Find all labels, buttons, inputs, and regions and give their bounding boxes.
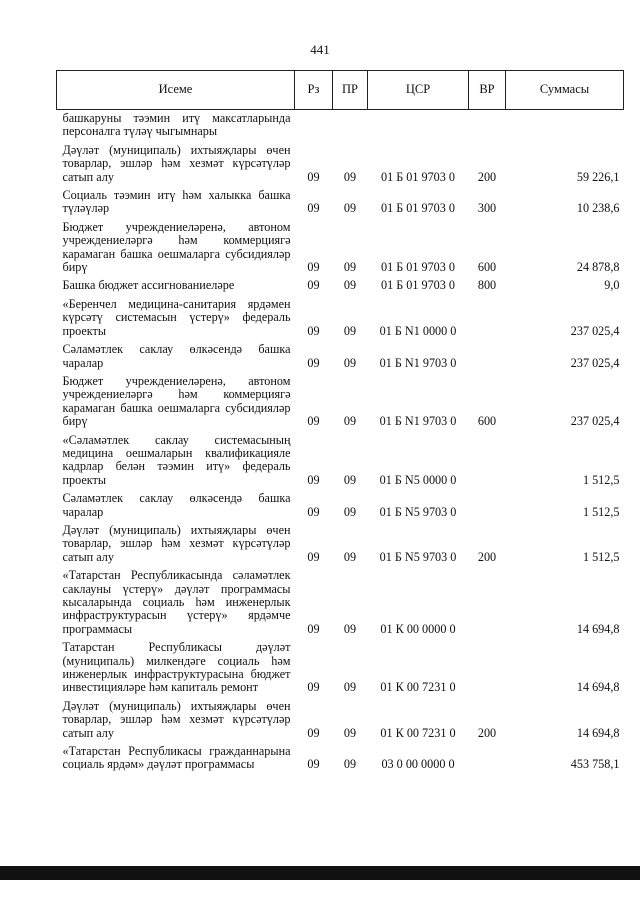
cell-pr bbox=[333, 110, 368, 142]
cell-name: «Татарстан Республикасы гражданнарына социаль ярдәм» дәүләт программасы bbox=[62, 744, 291, 772]
cell-pr: 09 bbox=[343, 504, 357, 519]
cell-csr: 01 Б N1 9703 0 bbox=[379, 414, 457, 429]
cell-sum: 24 878,8 bbox=[576, 260, 620, 275]
cell-pr: 09 bbox=[343, 260, 357, 275]
cell-rz: 09 bbox=[307, 725, 320, 740]
cell-pr: 09 bbox=[343, 323, 357, 338]
table-body bbox=[57, 110, 624, 775]
table-row bbox=[57, 277, 624, 295]
header-sum: Суммасы bbox=[506, 71, 624, 110]
table-row bbox=[57, 296, 624, 341]
cell-name: Сәламәтлек саклау өлкәсендә башка чаралар bbox=[62, 342, 291, 370]
cell-sum: 237 025,4 bbox=[570, 414, 620, 429]
cell-pr: 09 bbox=[343, 472, 357, 487]
cell-name: Дәүләт (муниципаль) ихтыяҗлары өчен товарлар, эшләр һәм хезмәт күрсәтүләр сатып алу bbox=[62, 142, 291, 184]
cell-csr: 01 Б 01 9703 0 bbox=[380, 201, 456, 216]
cell-rz: 09 bbox=[307, 355, 320, 370]
cell-rz: 09 bbox=[307, 260, 320, 275]
cell-pr: 09 bbox=[343, 621, 357, 636]
cell-csr: 03 0 00 0000 0 bbox=[381, 757, 455, 772]
table-row bbox=[57, 432, 624, 491]
cell-vr bbox=[469, 296, 506, 341]
header-rz: Рз bbox=[295, 71, 333, 110]
cell-vr: 200 bbox=[477, 169, 497, 184]
cell-rz: 09 bbox=[307, 504, 320, 519]
header-pr: ПР bbox=[333, 71, 368, 110]
cell-pr: 09 bbox=[343, 725, 357, 740]
header-name: Исеме bbox=[57, 71, 295, 110]
cell-name: Дәүләт (муниципаль) ихтыяҗлары өчен товарлар, эшләр һәм хезмәт күрсәтүләр сатып алу bbox=[62, 698, 291, 740]
cell-pr: 09 bbox=[343, 680, 357, 695]
cell-sum: 59 226,1 bbox=[576, 169, 620, 184]
cell-rz: 09 bbox=[307, 414, 320, 429]
cell-name: Башка бюджет ассигнованиеләре bbox=[62, 278, 235, 293]
cell-csr: 01 Б N5 9703 0 bbox=[379, 504, 457, 519]
table-row bbox=[57, 110, 624, 142]
budget-table bbox=[56, 70, 624, 775]
cell-csr: 01 Б 01 9703 0 bbox=[380, 278, 456, 293]
cell-csr: 01 Б N5 9703 0 bbox=[379, 549, 457, 564]
page-number: 441 bbox=[310, 42, 330, 57]
cell-vr: 600 bbox=[477, 414, 497, 429]
cell-name: «Беренчел медицина-санитария ярдәмен күрсәтү системасын үстерү» федераль проекты bbox=[62, 296, 291, 338]
cell-vr: 200 bbox=[477, 725, 497, 740]
scan-border bbox=[0, 866, 640, 880]
cell-sum bbox=[506, 110, 624, 142]
table-row bbox=[57, 187, 624, 219]
cell-vr: 600 bbox=[477, 260, 497, 275]
cell-vr: 200 bbox=[477, 549, 497, 564]
cell-name: «Сәламәтлек саклау системасының медицина оешмаларын квалификацияле кадрлар белән тәэмин итү» федераль проекты bbox=[62, 432, 291, 487]
cell-sum: 14 694,8 bbox=[576, 680, 620, 695]
table-row bbox=[57, 373, 624, 432]
cell-rz: 09 bbox=[307, 169, 320, 184]
cell-csr: 01 Б N5 0000 0 bbox=[379, 472, 457, 487]
table-row bbox=[57, 522, 624, 567]
cell-pr: 09 bbox=[343, 414, 357, 429]
cell-pr: 09 bbox=[343, 355, 357, 370]
cell-rz: 09 bbox=[307, 757, 320, 772]
cell-rz: 09 bbox=[307, 621, 320, 636]
cell-sum: 10 238,6 bbox=[576, 201, 620, 216]
cell-rz: 09 bbox=[307, 278, 320, 293]
cell-sum: 9,0 bbox=[604, 278, 620, 293]
cell-rz bbox=[295, 110, 333, 142]
cell-name: Социаль тәэмин итү һәм халыкка башка түләүләр bbox=[62, 188, 291, 216]
cell-csr: 01 К 00 7231 0 bbox=[380, 680, 456, 695]
cell-name: башкаруны тәэмин итү максатларында персоналга түләү чыгымнары bbox=[62, 111, 291, 139]
cell-pr: 09 bbox=[343, 549, 357, 564]
cell-rz: 09 bbox=[307, 323, 320, 338]
table-row bbox=[57, 341, 624, 373]
cell-rz: 09 bbox=[307, 201, 320, 216]
cell-sum: 1 512,5 bbox=[582, 472, 620, 487]
cell-name: Дәүләт (муниципаль) ихтыяҗлары өчен товарлар, эшләр һәм хезмәт күрсәтүләр сатып алу bbox=[62, 522, 291, 564]
cell-vr bbox=[469, 490, 506, 522]
table-row bbox=[57, 639, 624, 698]
cell-sum: 14 694,8 bbox=[576, 725, 620, 740]
cell-name: Сәламәтлек саклау өлкәсендә башка чаралар bbox=[62, 491, 291, 519]
cell-name: Татарстан Республикасы дәүләт (муниципаль) милкендәге социаль һәм инженерлык инфраструктурасына бюджет инвестицияләре һәм капиталь ремонт bbox=[62, 640, 291, 695]
cell-sum: 237 025,4 bbox=[570, 355, 620, 370]
cell-pr: 09 bbox=[343, 278, 357, 293]
table-row bbox=[57, 567, 624, 639]
table-header-row bbox=[57, 71, 624, 110]
cell-rz: 09 bbox=[307, 549, 320, 564]
cell-csr: 01 Б 01 9703 0 bbox=[380, 260, 456, 275]
cell-rz: 09 bbox=[307, 472, 320, 487]
cell-vr bbox=[469, 432, 506, 491]
cell-vr bbox=[469, 341, 506, 373]
cell-pr: 09 bbox=[343, 169, 357, 184]
table-row bbox=[57, 219, 624, 278]
table-row bbox=[57, 490, 624, 522]
cell-name: Бюджет учреждениеләренә, автоном учреждениеләргә һәм коммерциягә карамаган башка оешмаларга субсидияләр бирү bbox=[62, 219, 291, 275]
table-row bbox=[57, 743, 624, 775]
header-vr: ВР bbox=[469, 71, 506, 110]
table-row bbox=[57, 142, 624, 187]
table-row bbox=[57, 698, 624, 743]
cell-sum: 237 025,4 bbox=[570, 323, 620, 338]
cell-name: Бюджет учреждениеләренә, автоном учреждениеләргә һәм коммерциягә карамаган башка оешмаларга субсидияләр бирү bbox=[62, 373, 291, 429]
cell-csr: 01 Б N1 9703 0 bbox=[379, 355, 457, 370]
cell-sum: 1 512,5 bbox=[582, 504, 620, 519]
cell-csr: 01 К 00 0000 0 bbox=[380, 621, 456, 636]
cell-name: «Татарстан Республикасында сәламәтлек саклауны үстерү» дәүләт программасы кысаларында социаль һәм инженерлык инфраструктурасын үстерү» ярдәмче программасы bbox=[62, 568, 291, 636]
cell-vr bbox=[469, 639, 506, 698]
cell-vr bbox=[469, 743, 506, 775]
cell-csr: 01 К 00 7231 0 bbox=[380, 725, 456, 740]
cell-rz: 09 bbox=[307, 680, 320, 695]
cell-sum: 14 694,8 bbox=[576, 621, 620, 636]
cell-pr: 09 bbox=[343, 757, 357, 772]
cell-csr bbox=[368, 110, 469, 142]
cell-sum: 453 758,1 bbox=[570, 757, 620, 772]
cell-pr: 09 bbox=[343, 201, 357, 216]
cell-sum: 1 512,5 bbox=[582, 549, 620, 564]
cell-vr bbox=[469, 567, 506, 639]
cell-csr: 01 Б N1 0000 0 bbox=[379, 323, 457, 338]
cell-csr: 01 Б 01 9703 0 bbox=[380, 169, 456, 184]
cell-vr: 800 bbox=[477, 278, 497, 293]
header-csr: ЦСР bbox=[368, 71, 469, 110]
cell-vr bbox=[469, 110, 506, 142]
cell-vr: 300 bbox=[477, 201, 497, 216]
